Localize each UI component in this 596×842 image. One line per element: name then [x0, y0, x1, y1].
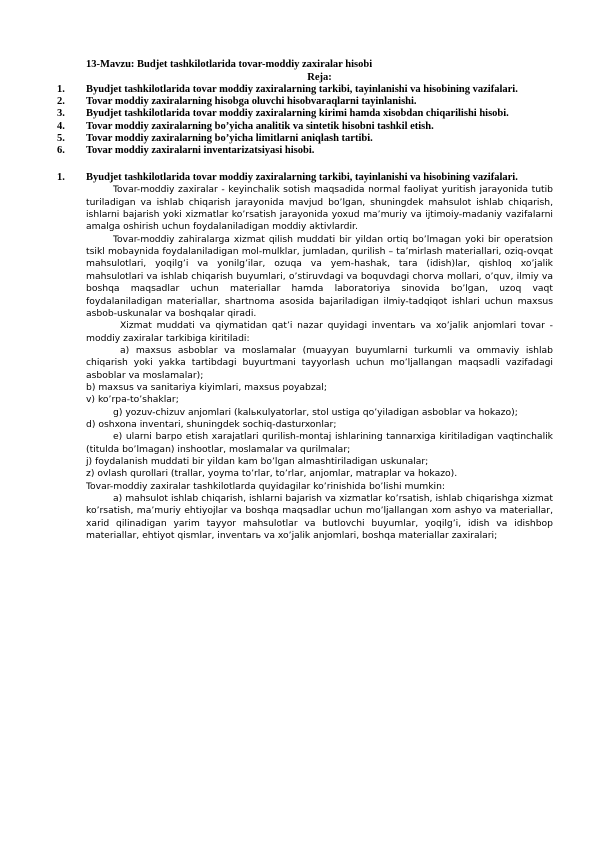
list-paragraph: z) ovlash qurollari (trallar, yoyma to’rlar, to’rlar, anjomlar, matraplar va hokazo). — [86, 468, 458, 480]
body-paragraph: Tovar-moddiy zahiralarga xizmat qilish muddati bir yildan ortiq bo’lmagan yoki bir operatsion tsikl mobaynida foydalaniladigan mol-mulklar, jumladan, qurilish – ta’mirlash materiallari, oziq-ovqat mahsulotlari, yoqilg’i va yonilg’ilar, ozuqa va yem-hashak, tara (idish)lar, qishloq xo’jalik mahsulotlari va ishlab chiqarish buyumlari, o’stiruvdagi va boquvdagi chorva mollari, o’quv, ilmiy va boshqa maqsadlar uchun materiallar hamda laboratoriya sinovida bo’lgan, uzoq vaqt foydalaniladigan materiallar, shartnoma asosida bajariladigan ilmiy-tadqiqot ishlari uchun maxsus asbob-uskunalar va boshqalar qiradi. — [86, 233, 553, 319]
plan-item-text: Byudjet tashkilotlarida tovar moddiy zaxiralarning kirimi hamda xisobdan chiqarilishi hisobi. — [86, 108, 509, 120]
plan-item-text: Tovar moddiy zaxiralarning bo’yicha limitlarni aniqlash tartibi. — [86, 132, 373, 144]
plan-item-text: Tovar moddiy zaxiralarning bo’yicha analitik va sintetik hisobni tashkil etish. — [86, 120, 434, 132]
plan-item-number: 4. — [57, 120, 65, 132]
list-paragraph: a) mahsulot ishlab chiqarish, ishlarni bajarish va xizmatlar ko’rsatish, ishlab chiqarishga xizmat ko’rsatish, ma’muriy ehtiyojlar va boshqa maqsadlar uchun mo’ljallangan xom ashyo va materiallar, xarid qilinadigan yarim tayyor mahsulotlar va butlovchi buyumlar, yoqilg’i, idish va idishbop materiallar, ehtiyot qismlar, inventarь va xo’jalik anjomlari, boshqa materiallar zaxiralari; — [86, 493, 553, 542]
plan-item — [57, 96, 553, 108]
list-paragraph: a) maxsus asboblar va moslamalar (muayyan buyumlarni turkumli va ommaviy ishlab chiqarish yoki yakka tartibdagi buyurtmani tayyorlash uchun mo’ljallangan maqsadli vazifadagi asboblar va moslamalar); — [86, 344, 553, 381]
plan-item — [57, 108, 553, 120]
body-paragraph: Xizmat muddati va qiymatidan qat’i nazar quyidagi inventarь va xo’jalik anjomlari tovar - moddiy zaxiralar tarkibiga kiritiladi: — [86, 320, 553, 344]
section-heading-text: Byudjet tashkilotlarida tovar moddiy zaxiralarning tarkibi, tayinlanishi va hisobining vazifalari. — [86, 172, 518, 184]
body-paragraph: Tovar-moddiy zaxiralar tashkilotlarda quyidagilar ko’rinishida bo’lishi mumkin: — [86, 480, 446, 492]
section-heading — [57, 172, 553, 184]
plan-item-text: Tovar moddiy zaxiralarning hisobga oluvchi hisobvaraqlarni tayinlanishi. — [86, 96, 417, 108]
plan-item-number: 6. — [57, 145, 65, 157]
section-heading-list — [57, 172, 553, 184]
plan-item — [57, 132, 553, 145]
plan-item-number: 1. — [57, 84, 65, 95]
plan-item-text: Byudjet tashkilotlarida tovar moddiy zaxiralarning tarkibi, tayinlanishi va hisobining vazifalari. — [86, 84, 518, 95]
section-number: 1. — [57, 172, 65, 184]
plan-heading: Reja: — [307, 72, 332, 83]
body-paragraph: Tovar-moddiy zaxiralar - keyinchalik sotish maqsadida normal faoliyat yuritish jarayonida tutib turiladigan va ishlab chiqarish jarayonida mavjud bo’lgan, shuningdek mahsulot ishlab chiqarish, ishlarni bajarish yoki xizmatlar ko’rsatish jarayonida yoxud ma’muriy va ijtimoiy-madaniy vazifalarni amalga oshirish uchun foydalaniladigan moddiy aktivlardir. — [86, 184, 553, 233]
list-paragraph: e) ularni barpo etish xarajatlari qurilish-montaj ishlarining tannarxiga kiritiladigan vaqtinchalik (titulda bo’lmagan) inshootlar, moslamalar va qurilmalar; — [86, 431, 553, 455]
plan-item — [57, 120, 553, 133]
plan-item-number: 3. — [57, 108, 65, 120]
list-paragraph: j) foydalanish muddati bir yildan kam bo’lgan almashtiriladigan uskunalar; — [86, 455, 429, 467]
list-paragraph: v) ko’rpa-to’shaklar; — [86, 394, 179, 406]
plan-item — [57, 84, 553, 96]
plan-item-text: Tovar moddiy zaxiralarni inventarizatsiyasi hisobi. — [86, 145, 315, 157]
plan-item — [57, 145, 553, 157]
list-paragraph: b) maxsus va sanitariya kiyimlari, maxsus poyabzal; — [86, 381, 327, 393]
document-page — [57, 58, 553, 542]
plan-item-number: 2. — [57, 96, 65, 108]
plan-item-number: 5. — [57, 132, 65, 144]
list-paragraph: g) yozuv-chizuv anjomlari (kalькulyatorlar, stol ustiga qo’yiladigan asboblar va hokazo); — [113, 406, 518, 418]
plan-list — [57, 84, 553, 157]
list-paragraph: d) oshxona inventari, shuningdek sochiq-dasturxonlar; — [86, 418, 337, 430]
document-title: 13-Mavzu: Budjet tashkilotlarida tovar-moddiy zaxiralar hisobi — [86, 59, 373, 70]
